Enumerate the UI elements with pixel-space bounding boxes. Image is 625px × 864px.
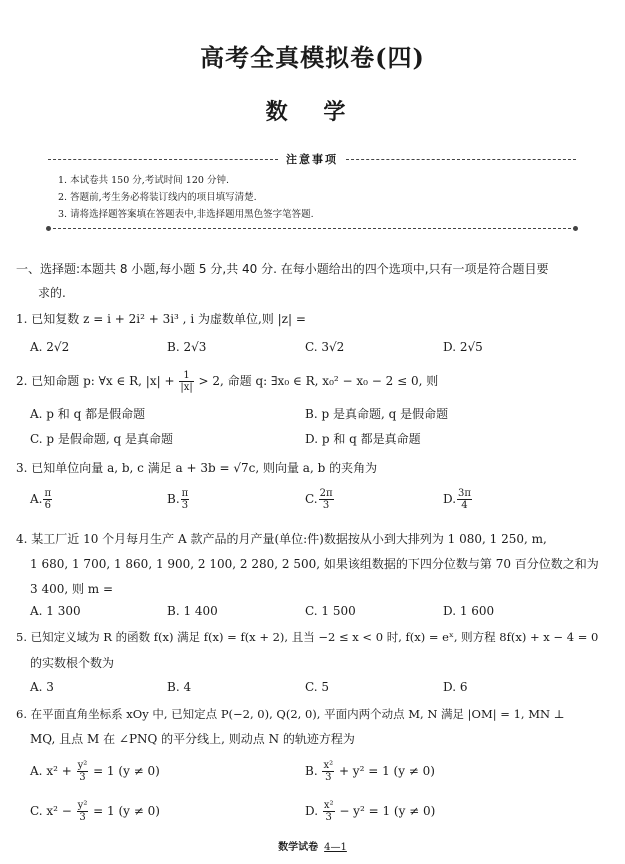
- fraction: [179, 370, 193, 393]
- option-letter: C.: [305, 492, 318, 506]
- q4-option-b: B. 1 400: [167, 604, 218, 618]
- q2-option-c: C. p 是假命题, q 是真命题: [30, 432, 174, 446]
- q2-option-a: A. p 和 q 都是假命题: [30, 407, 146, 421]
- q5-option-a: A. 3: [30, 680, 54, 694]
- notice-header: [48, 152, 576, 166]
- notice-list: [58, 172, 314, 223]
- exam-title: 高考全真模拟卷(四): [200, 43, 425, 72]
- question-3-stem: 3. 已知单位向量 a, b, c 满足 a + 3b = √7c, 则向量 a, b 的夹角为: [16, 461, 378, 475]
- option-letter: A.: [30, 492, 43, 506]
- fraction: [181, 488, 190, 511]
- q5-option-b: B. 4: [167, 680, 192, 694]
- fraction: [77, 800, 89, 823]
- q1-option-a: A. 2√2: [30, 340, 70, 354]
- numerator: π: [181, 488, 189, 499]
- fraction: [43, 488, 52, 511]
- q3-option-a: [30, 488, 53, 511]
- q4-option-c: C. 1 500: [305, 604, 356, 618]
- dot: [573, 226, 578, 231]
- option-letter: B.: [167, 492, 180, 506]
- numerator: x²: [323, 800, 334, 811]
- option-letter: D.: [305, 804, 319, 818]
- section-heading-line1: 一、选择题:本题共 8 小题,每小题 5 分,共 40 分. 在每小题给出的四个选项中,只有一项是符合题目要: [16, 262, 549, 276]
- q4-option-d: D. 1 600: [443, 604, 495, 618]
- fraction: [319, 488, 334, 511]
- option-text: = 1 (y ≠ 0): [89, 764, 160, 778]
- question-4-line1: 4. 某工厂近 10 个月每月生产 A 款产品的月产量(单位:件)数据按从小到大排列为 1 080, 1 250, m,: [16, 532, 547, 546]
- option-letter: D.: [443, 492, 457, 506]
- numerator: 1: [179, 370, 193, 382]
- page-number: 4—1: [324, 842, 347, 853]
- question-1-text: z = i + 2i² + 3i³ , i 为虚数单位,则 |z| =: [83, 312, 306, 326]
- q2-option-d: D. p 和 q 都是真命题: [305, 432, 421, 446]
- denominator: 6: [44, 500, 51, 511]
- option-letter: B.: [305, 764, 318, 778]
- dot: [46, 226, 51, 231]
- page-footer: [0, 838, 625, 853]
- denominator: 3: [181, 500, 189, 511]
- denominator: |x|: [180, 382, 193, 393]
- notice-item: 1. 本试卷共 150 分,考试时间 120 分钟.: [58, 175, 229, 186]
- option-letter: C.: [30, 804, 43, 818]
- footer-label: 数学试卷: [278, 842, 319, 853]
- question-2-stem: [16, 370, 438, 393]
- denominator: 3: [79, 812, 86, 823]
- notice-item: 3. 请将选择题答案填在答题表中,非选择题用黑色签字笔答题.: [58, 209, 314, 220]
- numerator: 2π: [319, 488, 333, 499]
- q3-option-d: [443, 488, 473, 511]
- option-text: + y² = 1 (y ≠ 0): [335, 764, 435, 778]
- option-text: x² −: [46, 804, 76, 818]
- denominator: 4: [461, 500, 468, 511]
- denominator: 3: [325, 772, 332, 783]
- q6-option-c: [30, 800, 160, 823]
- denominator: 3: [322, 500, 330, 511]
- q1-option-c: C. 3√2: [305, 340, 345, 354]
- fraction: [323, 800, 335, 823]
- question-2-text-a: 2. 已知命题 p: ∀x ∈ R, |x| +: [16, 374, 179, 388]
- option-letter: A.: [30, 764, 43, 778]
- option-text: x² +: [46, 764, 76, 778]
- q3-option-c: [305, 488, 335, 511]
- numerator: π: [44, 488, 52, 499]
- numerator: y²: [77, 800, 88, 811]
- option-text: = 1 (y ≠ 0): [89, 804, 160, 818]
- fraction: [457, 488, 472, 511]
- question-4-line2: 1 680, 1 700, 1 860, 1 900, 2 100, 2 280, 2 500, 如果该组数据的下四分位数与第 70 百分位数之和为: [30, 557, 599, 571]
- divider: [48, 159, 278, 160]
- question-1-prefix: 1. 已知复数: [16, 312, 84, 326]
- question-6-line2: MQ, 且点 M 在 ∠PNQ 的平分线上, 则动点 N 的轨迹方程为: [30, 732, 355, 746]
- q5-option-d: D. 6: [443, 680, 468, 694]
- q1-option-b: B. 2√3: [167, 340, 207, 354]
- numerator: 3π: [458, 488, 471, 499]
- q6-option-d: [305, 800, 435, 823]
- fraction: [322, 760, 334, 783]
- q1-option-d: D. 2√5: [443, 340, 483, 354]
- notice-label: 注意事项: [286, 153, 338, 166]
- question-6-line1: 6. 在平面直角坐标系 xOy 中, 已知定点 P(−2, 0), Q(2, 0), 平面内两个动点 M, N 满足 |OM| = 1, MN ⊥: [16, 707, 565, 721]
- notice-item: 2. 答题前,考生务必将装订线内的项目填写清楚.: [58, 192, 257, 203]
- question-2-text-b: > 2, 命题 q: ∃x₀ ∈ R, x₀² − x₀ − 2 ≤ 0, 则: [194, 374, 439, 388]
- subject-title: 数 学: [265, 99, 360, 125]
- divider: [346, 159, 576, 160]
- q2-option-b: B. p 是真命题, q 是假命题: [305, 407, 449, 421]
- q5-option-c: C. 5: [305, 680, 330, 694]
- question-1-stem: [16, 310, 306, 327]
- numerator: x²: [323, 760, 334, 771]
- numerator: y²: [77, 760, 88, 771]
- denominator: 3: [325, 812, 332, 823]
- denominator: 3: [79, 772, 86, 783]
- q6-option-b: [305, 760, 435, 783]
- q3-option-b: [167, 488, 190, 511]
- q6-option-a: [30, 760, 160, 783]
- fraction: [77, 760, 89, 783]
- question-5-line2: 的实数根个数为: [30, 656, 115, 670]
- notice-bottom-divider: [48, 228, 576, 229]
- section-heading-line2: 求的.: [38, 286, 66, 300]
- option-text: − y² = 1 (y ≠ 0): [335, 804, 436, 818]
- q4-option-a: A. 1 300: [30, 604, 81, 618]
- question-5-line1: 5. 已知定义域为 R 的函数 f(x) 满足 f(x) = f(x + 2), 且当 −2 ≤ x < 0 时, f(x) = eˣ, 则方程 8f(x) + x − 4 = 0: [16, 630, 599, 644]
- question-4-line3: 3 400, 则 m =: [30, 582, 114, 596]
